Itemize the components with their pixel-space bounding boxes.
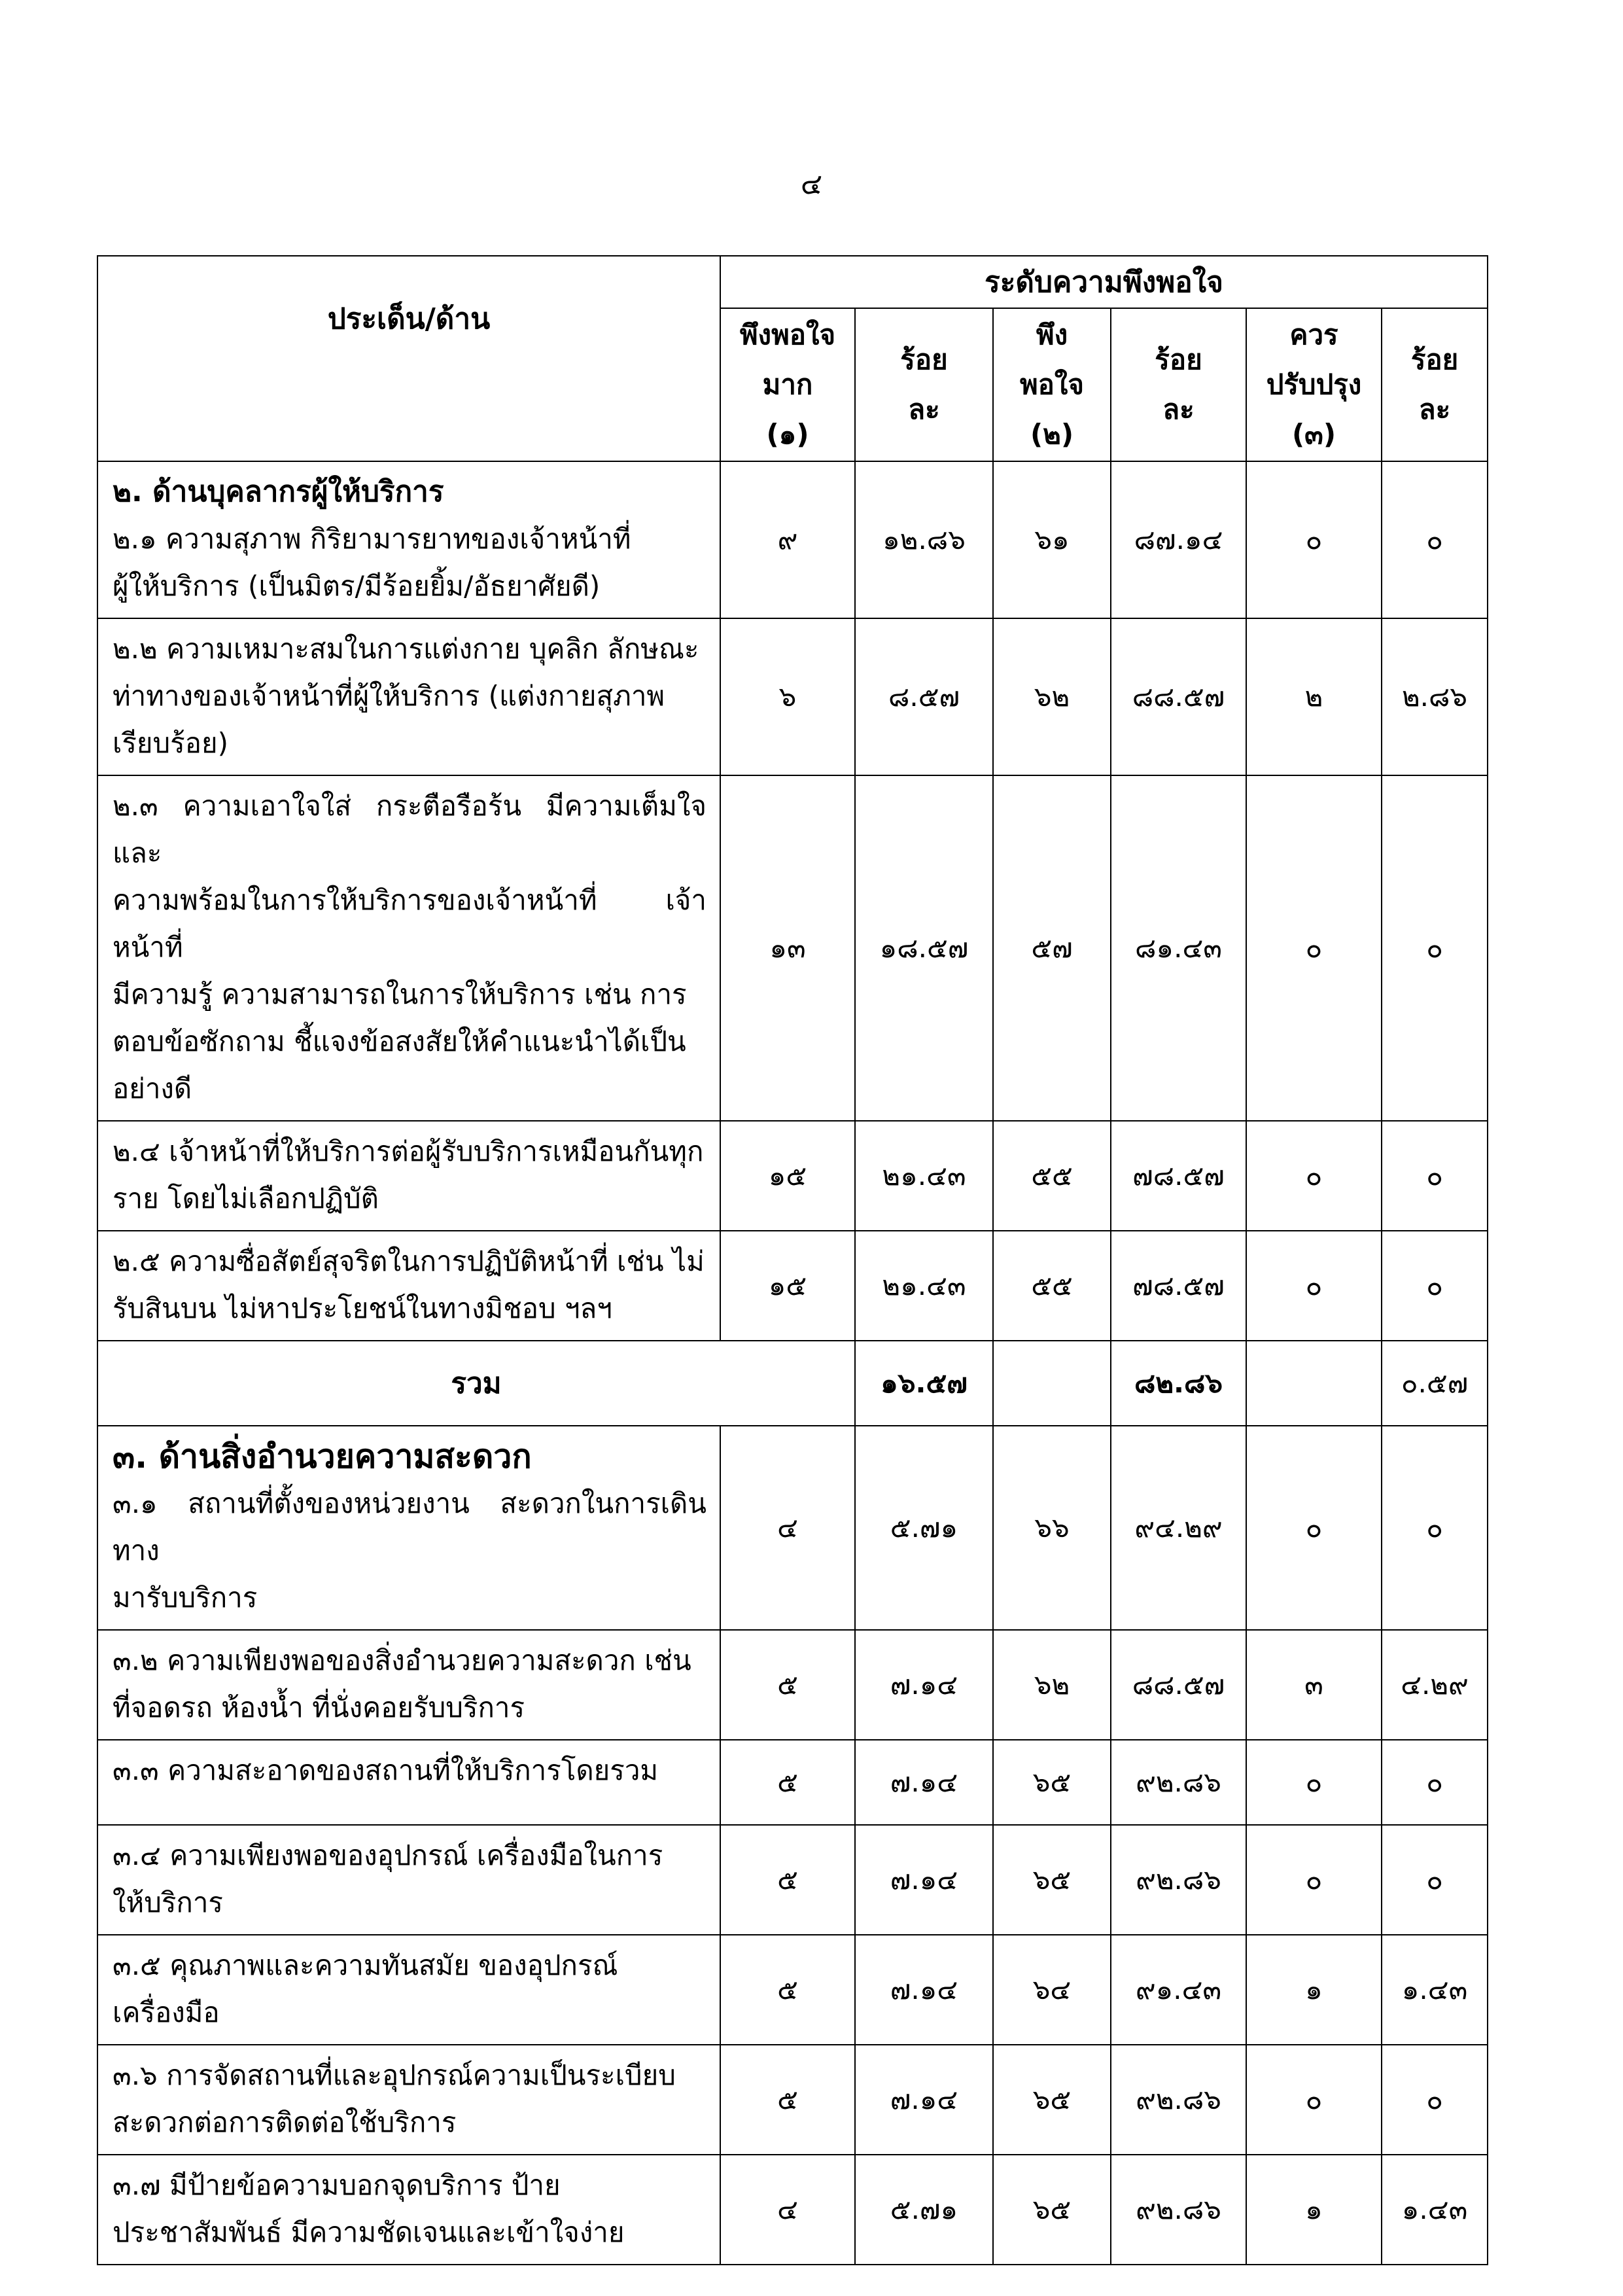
value-cell: ๖๕ <box>993 1825 1111 1935</box>
value-cell: ๘๑.๔๓ <box>1111 775 1246 1121</box>
table-row <box>97 1426 1488 1630</box>
value-cell: ๕ <box>720 2045 855 2155</box>
value-cell: ๐ <box>1382 775 1488 1121</box>
value-cell: ๐ <box>1382 461 1488 618</box>
value-cell: ๒ <box>1246 618 1382 775</box>
header-col-line: ร้อย <box>1410 344 1459 376</box>
value-cell: ๕ <box>720 1630 855 1740</box>
item-text: ที่จอดรถ ห้องน้ำ ที่นั่งคอยรับบริการ <box>113 1691 525 1723</box>
value-cell: ๖ <box>720 618 855 775</box>
value-cell: ๐ <box>1246 1231 1382 1341</box>
table-row <box>97 618 1488 775</box>
value-cell: ๖๔ <box>993 1935 1111 2045</box>
value-cell: ๑.๔๓ <box>1382 2155 1488 2265</box>
item-text: ให้บริการ <box>113 1886 223 1918</box>
item-cell <box>97 2045 720 2155</box>
total-empty <box>993 1341 1111 1426</box>
value-cell: ๘๘.๕๗ <box>1111 618 1246 775</box>
item-text: สะดวกต่อการติดต่อใช้บริการ <box>113 2106 457 2138</box>
value-cell: ๑๘.๕๗ <box>855 775 993 1121</box>
item-cell <box>97 1121 720 1231</box>
table-row <box>97 1935 1488 2045</box>
header-col-3 <box>993 308 1111 461</box>
value-cell: ๑ <box>1246 2155 1382 2265</box>
value-cell: ๙๔.๒๙ <box>1111 1426 1246 1630</box>
item-cell <box>97 1935 720 2045</box>
header-col-6 <box>1382 308 1488 461</box>
table-row <box>97 775 1488 1121</box>
header-col-line: มาก <box>762 368 813 400</box>
value-cell: ๐ <box>1246 1426 1382 1630</box>
page-number: ๔ <box>800 168 823 201</box>
header-col-line: ละ <box>908 393 940 425</box>
value-cell: ๕๕ <box>993 1121 1111 1231</box>
section-title: ๓. ด้านสิ่งอำนวยความสะดวก <box>113 1438 532 1475</box>
total-empty <box>1246 1341 1382 1426</box>
value-cell: ๐ <box>1382 1121 1488 1231</box>
value-cell: ๘๘.๕๗ <box>1111 1630 1246 1740</box>
value-cell: ๑ <box>1246 1935 1382 2045</box>
value-cell: ๔.๒๙ <box>1382 1630 1488 1740</box>
value-cell: ๐ <box>1246 1825 1382 1935</box>
header-col-1 <box>720 308 855 461</box>
value-cell: ๑.๔๓ <box>1382 1935 1488 2045</box>
value-cell: ๐ <box>1382 1426 1488 1630</box>
value-cell: ๕.๗๑ <box>855 1426 993 1630</box>
value-cell: ๕.๗๑ <box>855 2155 993 2265</box>
value-cell: ๙๑.๔๓ <box>1111 1935 1246 2045</box>
value-cell: ๒.๘๖ <box>1382 618 1488 775</box>
value-cell: ๐ <box>1382 1231 1488 1341</box>
item-text: ๓.๗ มีป้ายข้อความบอกจุดบริการ ป้าย <box>113 2169 561 2201</box>
value-cell: ๓ <box>1246 1630 1382 1740</box>
table-row <box>97 1231 1488 1341</box>
value-cell: ๙๒.๘๖ <box>1111 2045 1246 2155</box>
item-text: ๒.๕ ความซื่อสัตย์สุจริตในการปฏิบัติหน้าที่ เช่น ไม่ <box>113 1245 705 1277</box>
item-cell <box>97 2155 720 2265</box>
item-text: ๒.๓ ความเอาใจใส่ กระตือรือร้น มีความเต็มใจ และ <box>113 790 707 869</box>
value-cell: ๖๒ <box>993 618 1111 775</box>
header-col-line: พอใจ <box>1019 368 1085 400</box>
value-cell: ๖๒ <box>993 1630 1111 1740</box>
value-cell: ๑๕ <box>720 1121 855 1231</box>
table-row <box>97 1825 1488 1935</box>
header-col-4 <box>1111 308 1246 461</box>
value-cell: ๒๑.๔๓ <box>855 1121 993 1231</box>
satisfaction-table <box>97 255 1488 2265</box>
item-text: ๒.๒ ความเหมาะสมในการแต่งกาย บุคลิก ลักษณะ <box>113 633 699 665</box>
header-col-line: (๓) <box>1291 418 1336 450</box>
table-row <box>97 2155 1488 2265</box>
item-text: ๒.๔ เจ้าหน้าที่ให้บริการต่อผู้รับบริการเหมือนกันทุก <box>113 1135 704 1167</box>
value-cell: ๗๘.๕๗ <box>1111 1231 1246 1341</box>
value-cell: ๐ <box>1246 2045 1382 2155</box>
value-cell: ๗๘.๕๗ <box>1111 1121 1246 1231</box>
item-cell <box>97 1231 720 1341</box>
item-cell <box>97 1630 720 1740</box>
value-cell: ๙๒.๘๖ <box>1111 1740 1246 1825</box>
value-cell: ๕ <box>720 1740 855 1825</box>
value-cell: ๕ <box>720 1825 855 1935</box>
header-col-line: ละ <box>1418 393 1451 425</box>
header-col-line: ร้อย <box>1155 344 1202 376</box>
value-cell: ๗.๑๔ <box>855 1935 993 2045</box>
value-cell: ๖๑ <box>993 461 1111 618</box>
value-cell: ๑๓ <box>720 775 855 1121</box>
header-issue: ประเด็น/ด้าน <box>97 256 720 461</box>
header-col-line: (๒) <box>1030 418 1074 450</box>
item-text: ๓.๖ การจัดสถานที่และอุปกรณ์ความเป็นระเบียบ <box>113 2059 676 2091</box>
item-cell <box>97 1825 720 1935</box>
item-text: ผู้ให้บริการ (เป็นมิตร/มีร้อยยิ้ม/อัธยาศัยดี) <box>113 570 601 602</box>
item-cell <box>97 1740 720 1825</box>
total-value: ๐.๕๗ <box>1382 1341 1488 1426</box>
value-cell: ๖๕ <box>993 1740 1111 1825</box>
value-cell: ๕๗ <box>993 775 1111 1121</box>
item-text: ตอบข้อซักถาม ชี้แจงข้อสงสัยให้คำแนะนำได้เป็น <box>113 1025 686 1057</box>
value-cell: ๑๕ <box>720 1231 855 1341</box>
header-col-line: พึงพอใจ <box>739 319 836 351</box>
value-cell: ๙๒.๘๖ <box>1111 2155 1246 2265</box>
item-cell <box>97 1426 720 1630</box>
header-col-line: ปรับปรุง <box>1266 368 1362 400</box>
value-cell: ๕ <box>720 1935 855 2045</box>
value-cell: ๔ <box>720 2155 855 2265</box>
header-col-2 <box>855 308 993 461</box>
value-cell: ๐ <box>1246 775 1382 1121</box>
value-cell: ๗.๑๔ <box>855 1740 993 1825</box>
value-cell: ๙๒.๘๖ <box>1111 1825 1246 1935</box>
value-cell: ๐ <box>1246 1121 1382 1231</box>
value-cell: ๒๑.๔๓ <box>855 1231 993 1341</box>
item-text: ๒.๑ ความสุภาพ กิริยามารยาทของเจ้าหน้าที่ <box>113 523 631 555</box>
header-col-line: ร้อย <box>900 344 948 376</box>
header-satisfaction-level: ระดับความพึงพอใจ <box>720 256 1488 308</box>
value-cell: ๖๖ <box>993 1426 1111 1630</box>
value-cell: ๘.๕๗ <box>855 618 993 775</box>
item-text: เครื่องมือ <box>113 1996 220 2028</box>
value-cell: ๙ <box>720 461 855 618</box>
header-col-5 <box>1246 308 1382 461</box>
total-label: รวม <box>97 1341 855 1426</box>
header-col-line: ควร <box>1289 319 1338 351</box>
value-cell: ๖๕ <box>993 2045 1111 2155</box>
header-col-line: (๑) <box>766 418 809 450</box>
item-text: รับสินบน ไม่หาประโยชน์ในทางมิชอบ ฯลฯ <box>113 1292 612 1324</box>
table-row <box>97 1630 1488 1740</box>
item-text: มารับบริการ <box>113 1581 258 1614</box>
table-header <box>97 256 1488 461</box>
item-text: ๓.๔ ความเพียงพอของอุปกรณ์ เครื่องมือในการ <box>113 1839 663 1871</box>
item-text: ความพร้อมในการให้บริการของเจ้าหน้าที่ เจ้าหน้าที่ <box>113 884 707 963</box>
header-col-line: ละ <box>1162 393 1195 425</box>
value-cell: ๑๒.๘๖ <box>855 461 993 618</box>
value-cell: ๕๕ <box>993 1231 1111 1341</box>
item-text: ท่าทางของเจ้าหน้าที่ผู้ให้บริการ (แต่งกายสุภาพ <box>113 680 665 712</box>
total-value: ๘๒.๘๖ <box>1111 1341 1246 1426</box>
item-text: อย่างดี <box>113 1072 192 1104</box>
value-cell: ๔ <box>720 1426 855 1630</box>
value-cell: ๘๗.๑๔ <box>1111 461 1246 618</box>
table-row <box>97 1121 1488 1231</box>
value-cell: ๐ <box>1246 461 1382 618</box>
header-col-line: พึง <box>1036 319 1068 351</box>
value-cell: ๐ <box>1382 2045 1488 2155</box>
table-row <box>97 461 1488 618</box>
item-text: ๓.๓ ความสะอาดของสถานที่ให้บริการโดยรวม <box>113 1754 659 1786</box>
item-text: ๓.๑ สถานที่ตั้งของหน่วยงาน สะดวกในการเดินทาง <box>113 1487 707 1566</box>
value-cell: ๐ <box>1246 1740 1382 1825</box>
total-row <box>97 1341 1488 1426</box>
item-text: ๓.๒ ความเพียงพอของสิ่งอำนวยความสะดวก เช่น <box>113 1644 691 1676</box>
value-cell: ๗.๑๔ <box>855 2045 993 2155</box>
table-body <box>97 461 1488 2265</box>
section-title: ๒. ด้านบุคลากรผู้ให้บริการ <box>113 475 444 508</box>
item-cell <box>97 618 720 775</box>
value-cell: ๗.๑๔ <box>855 1825 993 1935</box>
value-cell: ๐ <box>1382 1740 1488 1825</box>
item-text: ราย โดยไม่เลือกปฏิบัติ <box>113 1182 379 1214</box>
value-cell: ๗.๑๔ <box>855 1630 993 1740</box>
table-row <box>97 2045 1488 2155</box>
value-cell: ๐ <box>1382 1825 1488 1935</box>
item-text: ประชาสัมพันธ์ มีความชัดเจนและเข้าใจง่าย <box>113 2216 625 2248</box>
table-row <box>97 1740 1488 1825</box>
item-text: มีความรู้ ความสามารถในการให้บริการ เช่น การ <box>113 978 687 1010</box>
item-text: ๓.๕ คุณภาพและความทันสมัย ของอุปกรณ์ <box>113 1949 618 1981</box>
total-value: ๑๖.๕๗ <box>855 1341 993 1426</box>
item-cell <box>97 461 720 618</box>
item-cell <box>97 775 720 1121</box>
value-cell: ๖๕ <box>993 2155 1111 2265</box>
item-text: เรียบร้อย) <box>113 727 228 759</box>
